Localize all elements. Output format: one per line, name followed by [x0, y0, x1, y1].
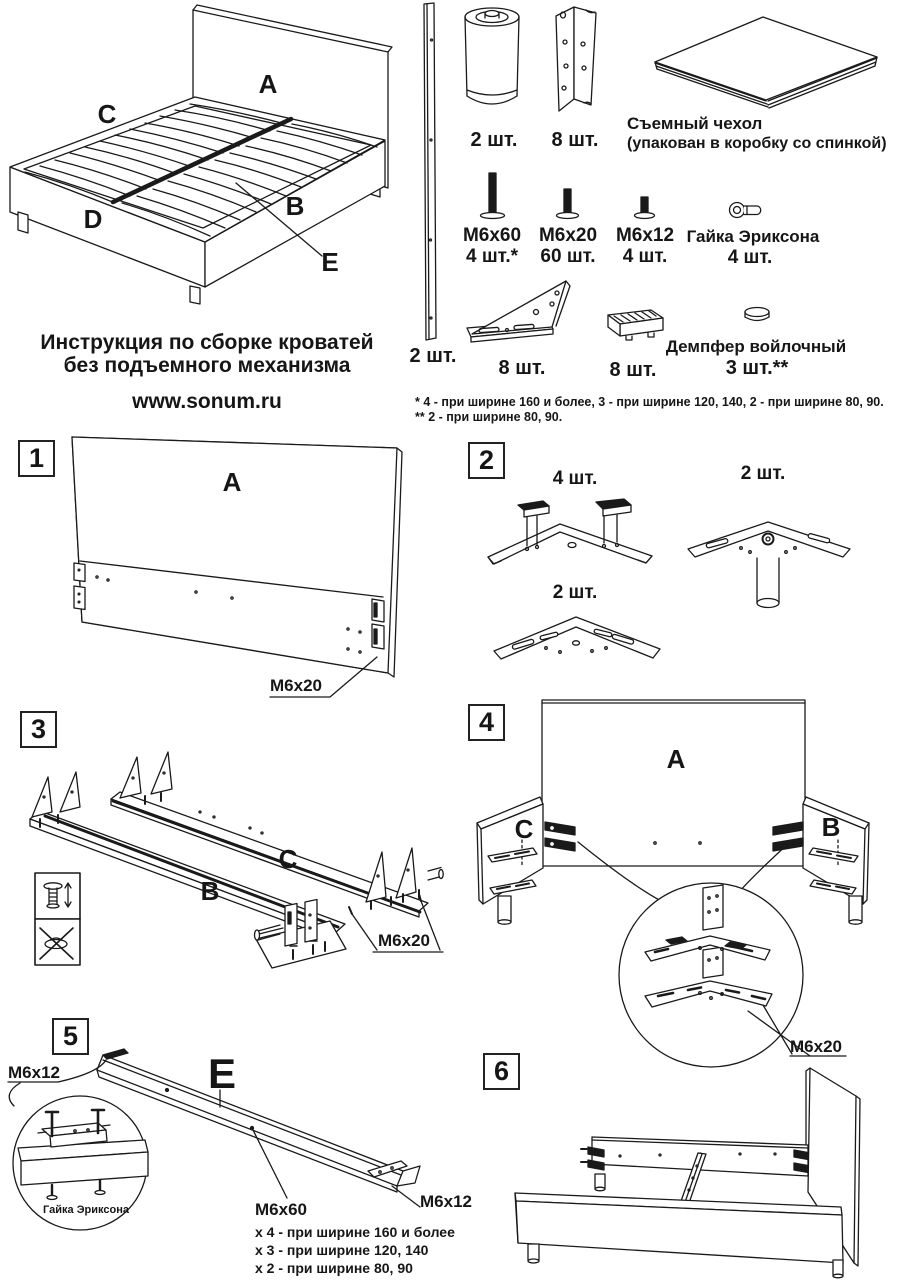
step4-label-b: B [821, 812, 841, 842]
part-rail-drawing [424, 3, 436, 340]
step3-label-c: C [278, 844, 298, 874]
step3-label-b: B [200, 876, 220, 906]
step5-callout-m6x12-left: М6х12 [8, 1063, 60, 1082]
part-erikson-nut-drawing [730, 203, 761, 218]
step2-qty-top: 4 шт. [552, 468, 598, 489]
page-title-line2: без подъемного механизма [63, 354, 351, 377]
step4-number: 4 [468, 704, 505, 741]
part-rail-qty: 2 шт. [409, 345, 457, 367]
part-screws-drawing [481, 173, 655, 219]
overview-label-c: C [97, 99, 117, 129]
part-m6x20-qty: 60 шт. [540, 246, 596, 267]
part-cover-name: Съемный чехол [627, 114, 763, 133]
part-corner-bracket-qty: 8 шт. [551, 129, 599, 151]
part-leg-qty: 2 шт. [470, 129, 518, 151]
footnote-1: * 4 - при ширине 160 и более, 3 - при ширине 120, 140, 2 - при ширине 80, 90. [415, 395, 884, 409]
part-slat-holder-qty: 8 шт. [609, 359, 657, 381]
part-damper-drawing [745, 308, 769, 321]
website-url: www.sonum.ru [132, 390, 282, 413]
part-leg-drawing [465, 8, 519, 104]
page-title-line1: Инструкция по сборке кроватей [40, 331, 374, 354]
step4-callout-m6x20: М6х20 [790, 1037, 842, 1056]
step6-drawing [515, 1068, 860, 1278]
footnote-2: ** 2 - при ширине 80, 90. [415, 410, 563, 424]
part-gusset-drawing [467, 281, 570, 342]
step5-nut-label: Гайка Эриксона [43, 1204, 129, 1216]
step3-callout-m6x20: М6х20 [378, 931, 430, 950]
overview-label-b: B [285, 191, 305, 221]
step4-label-c: C [514, 814, 534, 844]
step2-qty-right: 2 шт. [740, 463, 786, 484]
step5-m6x60-line2: х 3 - при ширине 120, 140 [255, 1242, 429, 1258]
part-erikson-qty: 4 шт. [727, 247, 773, 268]
part-m6x12-qty: 4 шт. [622, 246, 668, 267]
part-m6x60-name: М6х60 [462, 225, 522, 246]
part-damper-name: Демпфер войлочный [665, 337, 847, 356]
step5-m6x60-line3: х 2 - при ширине 80, 90 [255, 1260, 413, 1276]
part-erikson-name: Гайка Эриксона [686, 227, 820, 246]
part-m6x12-name: М6х12 [615, 225, 675, 246]
step6-number: 6 [483, 1053, 520, 1090]
step5-label-e: E [207, 1050, 237, 1097]
step2-qty-bottom: 2 шт. [552, 582, 598, 603]
step1-label-a: A [222, 467, 242, 497]
step5-number: 5 [52, 1018, 89, 1055]
part-damper-qty: 3 шт.** [725, 357, 789, 379]
step5-m6x60-title: М6х60 [255, 1200, 307, 1219]
part-m6x60-qty: 4 шт.* [466, 246, 518, 267]
step1-callout-m6x20: М6х20 [270, 676, 322, 695]
overview-label-e: E [321, 247, 339, 277]
step5-m6x60-line1: х 4 - при ширине 160 и более [255, 1224, 455, 1240]
overview-label-d: D [83, 204, 103, 234]
overview-label-a: A [258, 69, 278, 99]
part-slat-holder-drawing [608, 310, 663, 340]
step2-number: 2 [468, 442, 505, 479]
part-cover-note: (упакован в коробку со спинкой) [627, 135, 887, 152]
part-gusset-qty: 8 шт. [498, 357, 546, 379]
part-m6x20-name: М6х20 [538, 225, 598, 246]
step2-drawing [488, 499, 850, 659]
step3-number: 3 [20, 711, 57, 748]
step4-label-a: A [666, 744, 686, 774]
step5-callout-m6x12-right: М6х12 [420, 1192, 472, 1211]
step1-number: 1 [18, 440, 55, 477]
part-cover-drawing [655, 17, 877, 108]
part-corner-bracket-drawing [556, 7, 596, 111]
